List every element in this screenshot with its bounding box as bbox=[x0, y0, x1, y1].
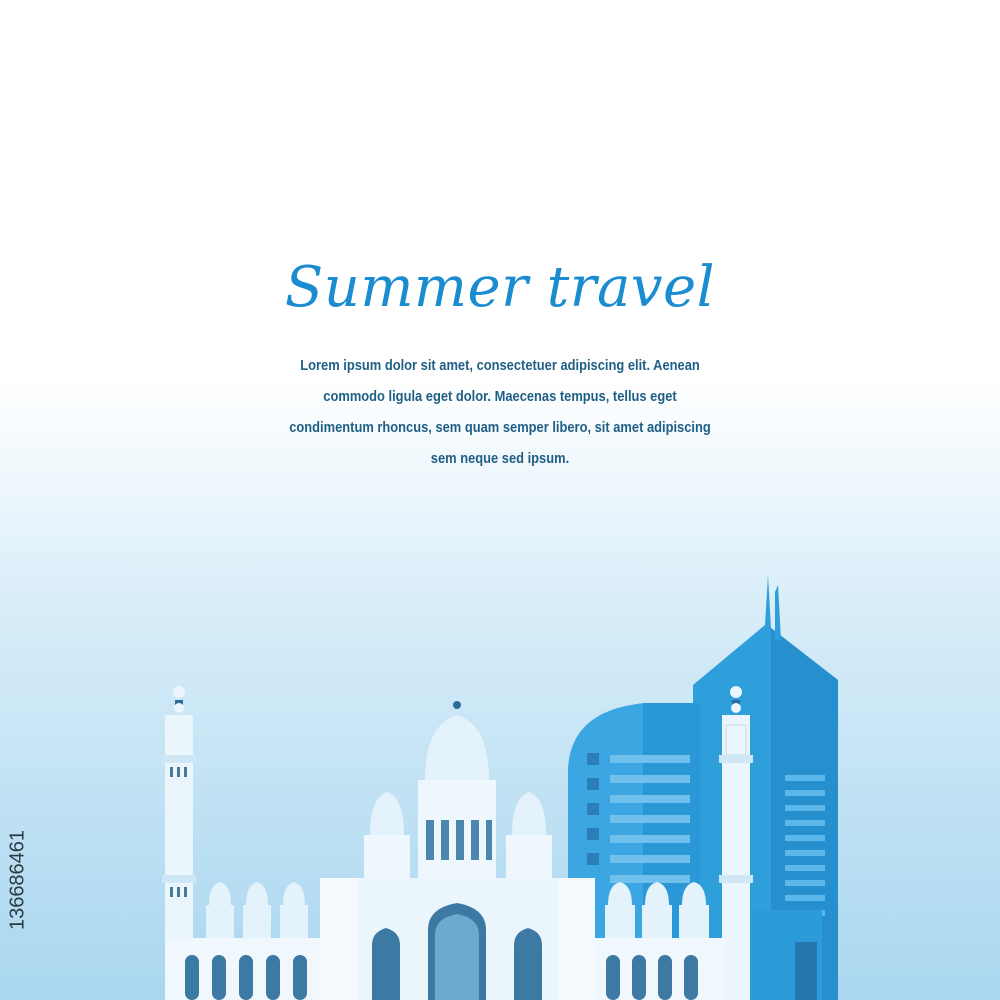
page-title: Summer travel bbox=[284, 255, 716, 320]
building-far-right bbox=[752, 910, 822, 1000]
skyline-illustration bbox=[0, 570, 1000, 1000]
mosque bbox=[320, 701, 595, 1000]
body-paragraph: Lorem ipsum dolor sit amet, consectetuer adipiscing elit. Aenean commodo ligula eget dolor. Maecenas tempus, tellus eget condimentum rhoncus, sem quam semper libero, sit amet adipiscing sem neque sed ipsum. bbox=[289, 357, 711, 467]
mosque-right-wing bbox=[595, 882, 725, 1000]
stock-id-text: 136686461 bbox=[6, 829, 29, 931]
